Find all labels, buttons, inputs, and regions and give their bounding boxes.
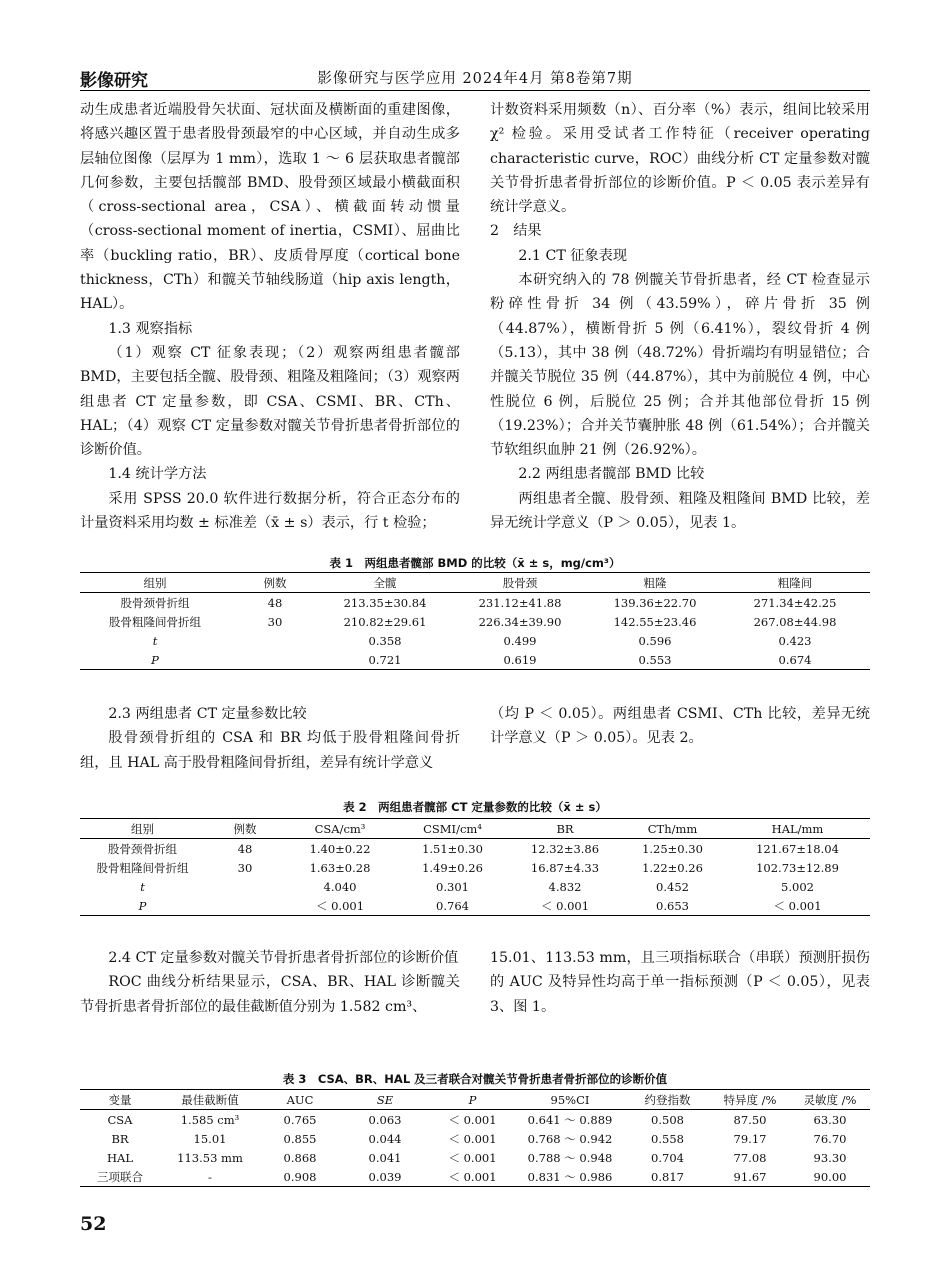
table-cell: t bbox=[152, 633, 158, 648]
table-row bbox=[80, 631, 870, 650]
paragraph: 15.01、113.53 mm，且三项指标联合（串联）预测肝损伤的 AUC 及特异性均高于单一指标预测（P ＜ 0.05），见表 3、图 1。 bbox=[490, 950, 870, 1015]
table-cell: 139.36±22.70 bbox=[613, 595, 697, 610]
column-header: 组别 bbox=[80, 819, 205, 839]
table-cell: 87.50 bbox=[733, 1112, 767, 1127]
table1-title: 表 1 两组患者髋部 BMD 的比较（x̄ ± s，mg/cm³） bbox=[329, 556, 621, 570]
table-cell: 1.40±0.22 bbox=[309, 841, 371, 856]
paragraph: 2 结果 bbox=[490, 223, 542, 240]
paragraph: （1）观察 CT 征象表现；（2）观察两组患者髋部 BMD，主要包括全髋、股骨颈、粗隆及粗隆间；（3）观察两组患者 CT 定量参数，即 CSA、CSMI、BR、CTh、HAL；（4）观察 CT 定量参数对髋关节骨折患者骨折部位的诊断价值。 bbox=[80, 344, 460, 459]
column-header: 组别 bbox=[80, 573, 230, 593]
table3-title: 表 3 CSA、BR、HAL 及三者联合对髋关节骨折患者骨折部位的诊断价值 bbox=[282, 1072, 668, 1086]
table-cell: 1.22±0.26 bbox=[642, 860, 703, 875]
right-column-bottom bbox=[490, 946, 870, 1019]
table-cell: 30 bbox=[267, 614, 283, 629]
section-heading: 2.1 CT 征象表现 bbox=[518, 247, 628, 264]
table-cell: 4.040 bbox=[323, 879, 357, 894]
column-header: 灵敏度 /% bbox=[790, 1090, 870, 1110]
table-row bbox=[80, 877, 870, 896]
table-cell: 1.585 cm³ bbox=[180, 1112, 240, 1127]
table-cell: 0.041 bbox=[368, 1150, 402, 1165]
table-cell: 4.832 bbox=[548, 879, 582, 894]
table-row bbox=[80, 1129, 870, 1148]
page-number: 52 bbox=[80, 1213, 107, 1235]
table-row bbox=[80, 896, 870, 916]
table-cell: 0.641 ～ 0.889 bbox=[527, 1112, 613, 1127]
table-cell: 231.12±41.88 bbox=[478, 595, 562, 610]
table-cell: 0.063 bbox=[368, 1112, 402, 1127]
table-cell: 76.70 bbox=[813, 1131, 847, 1146]
paragraph: 计数资料采用频数（n）、百分率（%）表示，组间比较采用 χ² 检验。采用受试者工作特征（receiver operating characteristic curve，ROC）曲线分析 CT 定量参数对髋关节骨折患者骨折部位的诊断价值。P ＜ 0.05 表示差异有统计学意义。 bbox=[490, 102, 870, 216]
table-cell: 142.55±23.46 bbox=[613, 614, 697, 629]
table-cell: 5.002 bbox=[781, 879, 814, 894]
table-cell: 三项联合 bbox=[80, 1167, 160, 1187]
right-column-top bbox=[490, 98, 870, 535]
table-cell: 0.508 bbox=[651, 1112, 684, 1127]
table-cell: 0.358 bbox=[368, 633, 402, 648]
table-cell: 0.499 bbox=[503, 633, 537, 648]
table-cell: 0.764 bbox=[395, 896, 510, 916]
table-cell bbox=[230, 650, 320, 670]
paragraph: （均 P ＜ 0.05）。两组患者 CSMI、CTh 比较，差异无统计学意义（P ＞ 0.05）。见表 2。 bbox=[490, 706, 870, 747]
table-cell: 0.817 bbox=[625, 1167, 710, 1187]
table2-title: 表 2 两组患者髋部 CT 定量参数的比较（x̄ ± s） bbox=[343, 800, 607, 814]
table-cell: 0.039 bbox=[340, 1167, 430, 1187]
table-cell: 121.67±18.04 bbox=[756, 841, 839, 856]
table-row bbox=[80, 593, 870, 613]
table-cell: 93.30 bbox=[813, 1150, 847, 1165]
section-heading: 2.2 两组患者髋部 BMD 比较 bbox=[518, 466, 705, 483]
column-header: 变量 bbox=[80, 1090, 160, 1110]
table-cell: 0.855 bbox=[283, 1131, 317, 1146]
table-cell bbox=[205, 877, 285, 896]
table-row bbox=[80, 1167, 870, 1187]
left-column-top bbox=[80, 98, 460, 535]
column-header: CTh/mm bbox=[620, 819, 725, 839]
paragraph: 股骨颈骨折组的 CSA 和 BR 均低于股骨粗隆间骨折组，且 HAL 高于股骨粗隆间骨折组，差异有统计学意义 bbox=[80, 730, 460, 771]
table-cell: 267.08±44.98 bbox=[753, 614, 837, 629]
table-cell: ＜ 0.001 bbox=[448, 1131, 497, 1146]
table-cell: ＜ 0.001 bbox=[448, 1150, 497, 1165]
table-cell: 0.788 ～ 0.948 bbox=[527, 1150, 613, 1165]
column-header: AUC bbox=[260, 1090, 340, 1110]
table-cell: 0.908 bbox=[260, 1167, 340, 1187]
table1 bbox=[80, 572, 870, 670]
section-heading: 2.4 CT 定量参数对髋关节骨折患者骨折部位的诊断价值 bbox=[108, 950, 459, 966]
table-cell: 0.768 ～ 0.942 bbox=[527, 1131, 613, 1146]
table-cell: 12.32±3.86 bbox=[530, 841, 600, 856]
column-header: CSA/cm³ bbox=[285, 819, 395, 839]
table-cell: 0.721 bbox=[320, 650, 450, 670]
table-row bbox=[80, 1110, 870, 1130]
right-column-mid bbox=[490, 702, 870, 751]
column-header: 例数 bbox=[205, 819, 285, 839]
column-header: 股骨颈 bbox=[450, 573, 590, 593]
table-cell: ＜ 0.001 bbox=[725, 896, 870, 916]
table-cell: 210.82±29.61 bbox=[343, 614, 427, 629]
table-cell bbox=[205, 896, 285, 916]
section-heading: 2.3 两组患者 CT 定量参数比较 bbox=[108, 706, 307, 722]
column-header: 例数 bbox=[230, 573, 320, 593]
column-header: SE bbox=[340, 1090, 430, 1110]
table-cell: HAL bbox=[107, 1150, 133, 1165]
table-cell: 30 bbox=[237, 860, 253, 875]
table-cell: 0.423 bbox=[778, 633, 812, 648]
table-cell: 48 bbox=[237, 841, 253, 856]
column-header: 95%CI bbox=[515, 1090, 625, 1110]
table-cell: 0.674 bbox=[720, 650, 870, 670]
column-header: HAL/mm bbox=[725, 819, 870, 839]
table-cell: ＜ 0.001 bbox=[510, 896, 620, 916]
table-cell: - bbox=[160, 1167, 260, 1187]
table-cell: 股骨颈骨折组 bbox=[120, 595, 190, 610]
table-cell bbox=[230, 631, 320, 650]
table-cell: 1.25±0.30 bbox=[642, 841, 703, 856]
table2 bbox=[80, 818, 870, 916]
table-cell: 0.831 ～ 0.986 bbox=[515, 1167, 625, 1187]
running-header bbox=[80, 60, 870, 91]
table-cell: 0.553 bbox=[590, 650, 720, 670]
table-row bbox=[80, 1148, 870, 1167]
left-column-bottom bbox=[80, 946, 460, 1019]
column-header: 粗隆间 bbox=[720, 573, 870, 593]
table-cell: 77.08 bbox=[733, 1150, 767, 1165]
table-cell: 1.51±0.30 bbox=[422, 841, 483, 856]
table-cell: 113.53 mm bbox=[177, 1150, 243, 1165]
paragraph: 本研究纳入的 78 例髋关节骨折患者，经 CT 检查显示粉碎性骨折 34 例（43.59%），碎片骨折 35 例（44.87%），横断骨折 5 例（6.41%），裂纹骨折 4 例（5.13），其中 38 例（48.72%）骨折端均有明显错位；合并髋关节脱位 35 例（44.87%），其中为前脱位 4 例，中心性脱位 6 例，后脱位 25 例；合并其他部位骨折 15 例（19.23%）；合并关节囊肿胀 48 例（61.54%）；合并髋关节软组织血肿 21 例（26.92%）。 bbox=[490, 272, 870, 459]
column-header: 最佳截断值 bbox=[160, 1090, 260, 1110]
table-row bbox=[80, 858, 870, 877]
table-cell: 271.34±42.25 bbox=[753, 595, 837, 610]
column-header: BR bbox=[510, 819, 620, 839]
journal-info: 影像研究与医学应用 2024年4月 第8卷第7期 bbox=[317, 71, 633, 87]
table-cell: 0.765 bbox=[283, 1112, 317, 1127]
table-cell: 213.35±30.84 bbox=[343, 595, 427, 610]
table-cell: t bbox=[140, 879, 145, 894]
left-column-mid bbox=[80, 702, 460, 775]
table-cell: 股骨颈骨折组 bbox=[108, 841, 177, 856]
table-cell: BR bbox=[111, 1131, 129, 1146]
paragraph: 动生成患者近端股骨矢状面、冠状面及横断面的重建图像，将感兴趣区置于患者股骨颈最窄的中心区域，并自动生成多层轴位图像（层厚为 1 mm），选取 1 ～ 6 层获取患者髋部几何参数，主要包括髋部 BMD、股骨颈区域最小横截面积（cross-sectional area，CSA）、横截面转动惯量（cross-sectional moment of inertia，CSMI）、屈曲比率（buckling ratio，BR）、皮质骨厚度（cortical bone thickness，CTh）和髋关节轴线肠道（hip axis length，HAL）。 bbox=[80, 102, 460, 313]
table-cell: ＜ 0.001 bbox=[448, 1112, 497, 1127]
table-cell: 0.558 bbox=[651, 1131, 684, 1146]
table-cell: 0.868 bbox=[283, 1150, 317, 1165]
table-cell: 0.301 bbox=[436, 879, 469, 894]
table-cell: 0.704 bbox=[651, 1150, 684, 1165]
table-cell: 91.67 bbox=[710, 1167, 790, 1187]
table-cell: 0.044 bbox=[368, 1131, 402, 1146]
column-header: P bbox=[430, 1090, 515, 1110]
table-cell: ＜ 0.001 bbox=[285, 896, 395, 916]
paragraph: 两组患者全髋、股骨颈、粗隆及粗隆间 BMD 比较，差异无统计学意义（P ＞ 0.05），见表 1。 bbox=[490, 490, 870, 532]
table-row bbox=[80, 650, 870, 670]
table-cell: 15.01 bbox=[193, 1131, 227, 1146]
table-cell: 226.34±39.90 bbox=[478, 614, 562, 629]
table3 bbox=[80, 1089, 870, 1187]
table-cell: 16.87±4.33 bbox=[530, 860, 600, 875]
column-header: 约登指数 bbox=[625, 1090, 710, 1110]
table-cell: 1.63±0.28 bbox=[309, 860, 371, 875]
table-cell: 0.596 bbox=[638, 633, 672, 648]
table-cell: ＜ 0.001 bbox=[430, 1167, 515, 1187]
table-cell: 0.653 bbox=[620, 896, 725, 916]
table-cell: 90.00 bbox=[790, 1167, 870, 1187]
column-header: CSMI/cm⁴ bbox=[395, 819, 510, 839]
table-row bbox=[80, 612, 870, 631]
table-cell: 102.73±12.89 bbox=[756, 860, 839, 875]
table-cell: 0.619 bbox=[450, 650, 590, 670]
column-header: 全髋 bbox=[320, 573, 450, 593]
table-cell: P bbox=[80, 896, 205, 916]
paragraph: ROC 曲线分析结果显示，CSA、BR、HAL 诊断髋关节骨折患者骨折部位的最佳截断值分别为 1.582 cm³、 bbox=[80, 974, 460, 1015]
table-cell: 股骨粗隆间骨折组 bbox=[96, 860, 189, 875]
table-cell: 1.49±0.26 bbox=[422, 860, 483, 875]
table-row bbox=[80, 839, 870, 859]
table-cell: CSA bbox=[107, 1112, 133, 1127]
section-label: 影像研究 bbox=[80, 71, 148, 91]
table-cell: 48 bbox=[267, 595, 283, 610]
table-cell: 股骨粗隆间骨折组 bbox=[109, 614, 201, 629]
paragraph: 采用 SPSS 20.0 软件进行数据分析，符合正态分布的计量资料采用均数 ± 标准差（x̄ ± s）表示，行 t 检验； bbox=[80, 490, 460, 532]
table-cell: 79.17 bbox=[733, 1131, 767, 1146]
column-header: 粗隆 bbox=[590, 573, 720, 593]
section-heading: 1.4 统计学方法 bbox=[108, 466, 207, 483]
table-cell: P bbox=[80, 650, 230, 670]
table-cell: 63.30 bbox=[813, 1112, 847, 1127]
column-header: 特异度 /% bbox=[710, 1090, 790, 1110]
table-cell: 0.452 bbox=[656, 879, 689, 894]
section-heading: 1.3 观察指标 bbox=[108, 320, 193, 337]
